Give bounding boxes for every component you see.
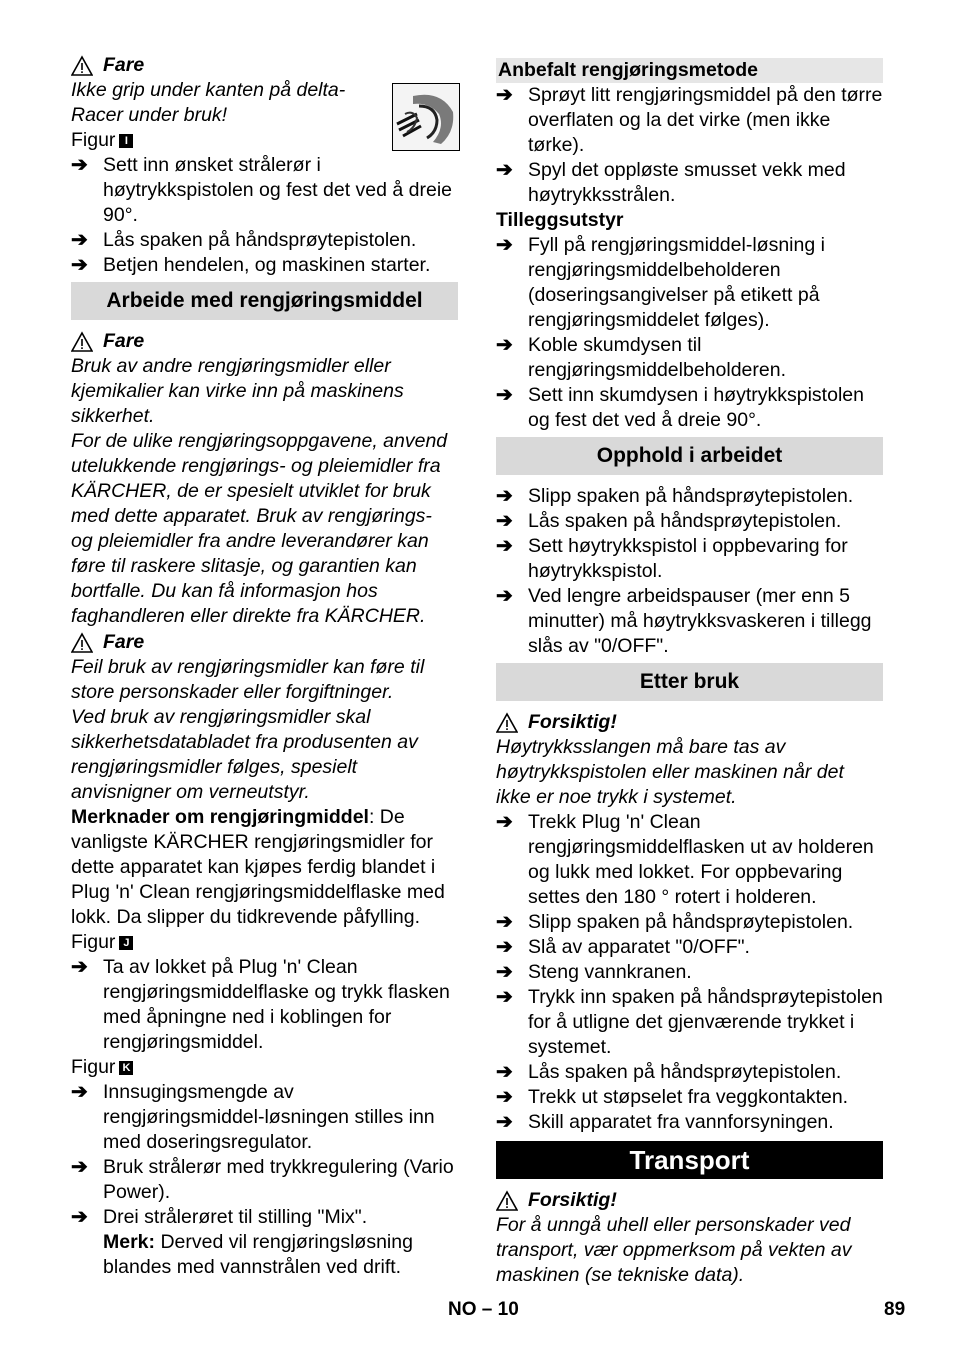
instruction-text: Innsugingsmengde av rengjøringsmiddel-løsningen stilles inn med doseringsregulator. [103, 1081, 435, 1153]
arrow-icon: ➔ [496, 84, 513, 106]
instruction-text: Slipp spaken på håndsprøytepistolen. [528, 485, 854, 507]
arrow-icon: ➔ [496, 1111, 513, 1133]
arrow-icon: ➔ [496, 485, 513, 507]
instruction-list [71, 153, 458, 278]
section-heading: Opphold i arbeidet [496, 437, 883, 475]
warning-triangle-icon [71, 331, 93, 353]
subheading: Anbefalt rengjøringsmetode [496, 58, 883, 83]
figure-label: Figur [71, 931, 116, 953]
instruction-list [496, 810, 883, 1135]
arrow-icon: ➔ [71, 1081, 88, 1103]
warning-forsiktig-1 [496, 710, 883, 735]
instruction-step [496, 960, 883, 985]
warning-text: For de ulike rengjøringsoppgavene, anvend utelukkende rengjørings- og pleiemidler fra KÄRCHER, de er spesielt utviklet for bruk med dette apparatet. Bruk av rengjørings- og pleiemidler fra andre leverandører kan føre til raskere slitasje, og garantien kan bortfalle. Du kan få informasjon hos faghandleren eller direkte fra KÄRCHER. [71, 430, 448, 627]
instruction-step [496, 383, 883, 433]
instruction-step [71, 1080, 458, 1155]
warning-label: Forsiktig! [528, 1189, 617, 1211]
warning-text: Feil bruk av rengjøringsmidler kan føre til store personskader eller forgiftninger. [71, 656, 425, 703]
note-text: : De vanligste KÄRCHER rengjøringsmidler for dette apparatet kan kjøpes ferdig blandet i Plug 'n' Clean rengjøringsmiddelflaske med lokk. Da slipper du tidkrevende påfylling. [71, 806, 445, 928]
warning-triangle-icon [496, 712, 518, 734]
arrow-icon: ➔ [496, 1086, 513, 1108]
figure-label: Figur [71, 129, 116, 151]
arrow-icon: ➔ [71, 154, 88, 176]
note-paragraph [71, 805, 458, 930]
instruction-list [71, 955, 458, 1055]
arrow-icon: ➔ [496, 334, 513, 356]
instruction-text: Sett inn ønsket strålerør i høytrykkspistolen og fest det ved å dreie 90°. [103, 154, 453, 226]
instruction-text: Trekk ut støpselet fra veggkontakten. [528, 1086, 849, 1108]
warning-label: Fare [103, 631, 145, 653]
instruction-step [496, 985, 883, 1060]
section-page-label: NO – 10 [448, 1299, 519, 1320]
instruction-step [496, 1085, 883, 1110]
instruction-list [496, 83, 883, 208]
figure-k-badge: K [119, 1061, 133, 1075]
arrow-icon: ➔ [71, 254, 88, 276]
instruction-text: Ta av lokket på Plug 'n' Clean rengjøringsmiddelflaske og trykk flasken med åpningne ned i koblingen for rengjøringsmiddel. [103, 956, 450, 1053]
instruction-text: Ved lengre arbeidspauser (mer enn 5 minutter) må høytrykksvaskeren i tillegg slås av "0/OFF". [528, 585, 872, 657]
arrow-icon: ➔ [496, 159, 513, 181]
warning-label: Fare [103, 54, 145, 76]
figure-j-badge: J [119, 936, 133, 950]
warning-text: Ved bruk av rengjøringsmidler skal sikkerhetsdatabladet fra produsenten av rengjøringsmidler følges, spesielt anvisnigner om verneutstyr. [71, 706, 418, 803]
instruction-text: Sett inn skumdysen i høytrykkspistolen og fest det ved å dreie 90°. [528, 384, 864, 431]
arrow-icon: ➔ [71, 229, 88, 251]
figure-reference [71, 1055, 458, 1080]
instruction-text: Steng vannkranen. [528, 961, 692, 983]
arrow-icon: ➔ [496, 961, 513, 983]
subheading: Tilleggsutstyr [496, 209, 624, 231]
instruction-text: Sett høytrykkspistol i oppbevaring for høytrykkspistol. [528, 535, 848, 582]
instruction-text: Trykk inn spaken på håndsprøytepistolen for å utligne det gjenværende trykket i systemet. [528, 986, 883, 1058]
arrow-icon: ➔ [496, 1061, 513, 1083]
instruction-step [496, 935, 883, 960]
instruction-list [496, 233, 883, 433]
figure-reference [71, 128, 458, 153]
instruction-text: Drei strålerøret til stilling "Mix". [103, 1206, 368, 1228]
note-heading: Merknader om rengjøringmiddel [71, 806, 369, 828]
instruction-step [496, 484, 883, 509]
arrow-icon: ➔ [71, 1206, 88, 1228]
warning-triangle-icon [71, 632, 93, 654]
section-heading: Arbeide med rengjøringsmiddel [71, 282, 458, 320]
arrow-icon: ➔ [496, 510, 513, 532]
instruction-step [496, 910, 883, 935]
arrow-icon: ➔ [496, 585, 513, 607]
instruction-step [496, 810, 883, 910]
warning-text: For å unngå uhell eller personskader ved transport, vær oppmerksom på vekten av maskinen (se tekniske data). [496, 1214, 852, 1286]
arrow-icon: ➔ [496, 811, 513, 833]
instruction-text: Bruk strålerør med trykkregulering (Vario Power). [103, 1156, 454, 1203]
instruction-text: Skill apparatet fra vannforsyningen. [528, 1111, 834, 1133]
instruction-list [496, 484, 883, 659]
instruction-text: Sprøyt litt rengjøringsmiddel på den tørre overflaten og la det virke (men ikke tørke). [528, 84, 883, 156]
instruction-text: Spyl det oppløste smusset vekk med høytrykksstrålen. [528, 159, 846, 206]
instruction-step [496, 233, 883, 333]
arrow-icon: ➔ [496, 986, 513, 1008]
arrow-icon: ➔ [71, 956, 88, 978]
warning-fare-3 [71, 630, 458, 655]
right-column [496, 58, 883, 1288]
warning-text: Høytrykksslangen må bare tas av høytrykkspistolen eller maskinen når det ikke er noe trykk i systemet. [496, 736, 844, 808]
arrow-icon: ➔ [496, 911, 513, 933]
warning-label: Forsiktig! [528, 711, 617, 733]
instruction-step [71, 1155, 458, 1205]
arrow-icon: ➔ [71, 1156, 88, 1178]
instruction-step [496, 83, 883, 158]
merk-note [71, 1230, 458, 1280]
warning-forsiktig-2 [496, 1188, 883, 1213]
instruction-text: Lås spaken på håndsprøytepistolen. [103, 229, 417, 251]
warning-label: Fare [103, 330, 145, 352]
warning-triangle-icon [71, 55, 93, 77]
instruction-text: Lås spaken på håndsprøytepistolen. [528, 1061, 842, 1083]
figure-reference [71, 930, 458, 955]
warning-triangle-icon [496, 1190, 518, 1212]
warning-text: Bruk av andre rengjøringsmidler eller kjemikalier kan virke inn på maskinens sikkerhet. [71, 355, 404, 427]
instruction-text: Slipp spaken på håndsprøytepistolen. [528, 911, 854, 933]
instruction-step [496, 1110, 883, 1135]
arrow-icon: ➔ [496, 936, 513, 958]
warning-text: Ikke grip under kanten på delta-Racer under bruk! [71, 79, 346, 126]
page-number: 89 [884, 1299, 906, 1320]
section-heading: Etter bruk [496, 663, 883, 701]
instruction-step [71, 1205, 458, 1230]
instruction-step [496, 333, 883, 383]
instruction-step [496, 1060, 883, 1085]
instruction-step [71, 153, 458, 228]
warning-fare-1 [71, 53, 458, 78]
instruction-step [496, 584, 883, 659]
figure-label: Figur [71, 1056, 116, 1078]
instruction-text: Trekk Plug 'n' Clean rengjøringsmiddelflasken ut av holderen og lukk med lokket. For oppbevaring settes den 180 ° rotert i holderen. [528, 811, 874, 908]
arrow-icon: ➔ [496, 234, 513, 256]
figure-i-badge: I [119, 134, 133, 148]
arrow-icon: ➔ [496, 384, 513, 406]
instruction-text: Lås spaken på håndsprøytepistolen. [528, 510, 842, 532]
section-heading-transport: Transport [496, 1141, 883, 1179]
instruction-text: Betjen hendelen, og maskinen starter. [103, 254, 431, 276]
instruction-step [496, 534, 883, 584]
merk-label: Merk: [103, 1231, 156, 1253]
warning-fare-2 [71, 329, 458, 354]
instruction-text: Fyll på rengjøringsmiddel-løsning i rengjøringsmiddelbeholderen (doseringsangivelser på etikett på rengjøringsmiddelet følges). [528, 234, 825, 331]
merk-text: Derved vil rengjøringsløsning blandes med vannstrålen ved drift. [103, 1231, 413, 1278]
left-column [71, 52, 458, 1280]
arrow-icon: ➔ [496, 535, 513, 557]
instruction-list [71, 1080, 458, 1230]
instruction-step [71, 228, 458, 253]
instruction-text: Koble skumdysen til rengjøringsmiddelbeholderen. [528, 334, 786, 381]
instruction-step [496, 158, 883, 208]
instruction-step [71, 955, 458, 1055]
instruction-text: Slå av apparatet "0/OFF". [528, 936, 750, 958]
instruction-step [496, 509, 883, 534]
instruction-step [71, 253, 458, 278]
